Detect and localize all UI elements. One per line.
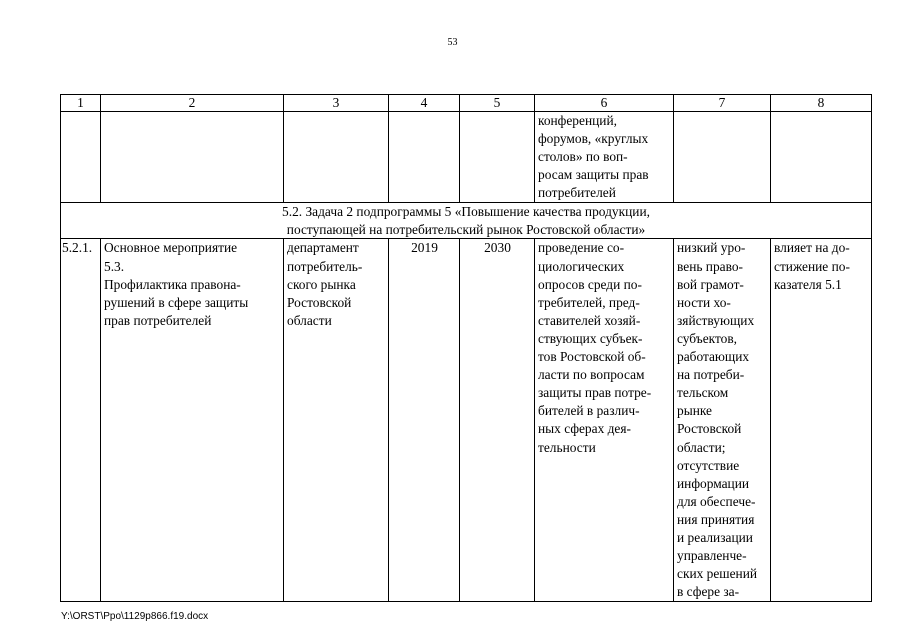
- cell-line: работающих: [677, 349, 750, 365]
- table-cell: [460, 112, 535, 203]
- column-number: 6: [535, 95, 674, 112]
- indicator-link-cell: [771, 239, 872, 602]
- cell-line: защиты прав потре-: [538, 385, 652, 401]
- page-number: 53: [447, 37, 458, 48]
- column-number: 4: [389, 95, 460, 112]
- cell-line: области;: [677, 439, 726, 455]
- cell-line: рушений в сфере защиты: [104, 294, 249, 310]
- cell-line: на потреби-: [677, 367, 745, 383]
- column-number: 2: [101, 95, 284, 112]
- table-cell: [284, 112, 389, 203]
- task-heading-line: 5.2. Задача 2 подпрограммы 5 «Повышение качества продукции,: [282, 204, 650, 220]
- cell-line: Ростовской: [287, 294, 352, 310]
- column-number: 1: [61, 95, 101, 112]
- cell-line: потребитель-: [287, 258, 363, 274]
- table-cell: [674, 112, 771, 203]
- cell-line: Основное мероприятие: [104, 240, 238, 256]
- consequences-cell: [674, 239, 771, 602]
- cell-line: ности хо-: [677, 294, 731, 310]
- cell-line: ния принятия: [677, 511, 755, 527]
- expected-results-cell: [535, 239, 674, 602]
- cell-line: прав потребителей: [104, 312, 212, 328]
- cell-line: ласти по вопросам: [538, 367, 645, 383]
- activity-row: [61, 239, 872, 602]
- activity-name-cell: [101, 239, 284, 602]
- file-path-footer: Y:\ORST\Ppo\1129p866.f19.docx: [61, 611, 209, 622]
- cell-line: Ростовской: [677, 421, 742, 437]
- cell-line: ских решений: [677, 566, 758, 582]
- cell-line: ствующих субъек-: [538, 330, 643, 346]
- cell-line: и реализации: [677, 529, 753, 545]
- cell-line: в сфере за-: [677, 584, 740, 600]
- task-heading-row: [61, 203, 872, 239]
- cell-line: влияет на до-: [774, 240, 850, 256]
- cell-line: потребителей: [538, 185, 616, 201]
- cell-line: вень право-: [677, 258, 743, 274]
- cell-line: тельности: [538, 439, 596, 455]
- table-cell: [61, 112, 101, 203]
- cell-line: бителей в различ-: [538, 403, 640, 419]
- program-table: [60, 94, 872, 602]
- cell-line: ского рынка: [287, 276, 356, 292]
- cell-line: рынке: [677, 403, 712, 419]
- column-number: 5: [460, 95, 535, 112]
- cell-line: Профилактика правона-: [104, 276, 241, 292]
- column-number: 7: [674, 95, 771, 112]
- cell-line: вой грамот-: [677, 276, 744, 292]
- cell-line: департамент: [287, 240, 359, 256]
- cell-line: ставителей хозяй-: [538, 312, 641, 328]
- continuation-row: [61, 112, 872, 203]
- task-heading-line: поступающей на потребительский рынок Ростовской области»: [286, 221, 646, 237]
- cell-line: опросов среди по-: [538, 276, 642, 292]
- column-number: 8: [771, 95, 872, 112]
- table-cell: [389, 112, 460, 203]
- cell-line: ных сферах дея-: [538, 421, 631, 437]
- cell-line: низкий уро-: [677, 240, 746, 256]
- cell-line: тов Ростовской об-: [538, 349, 646, 365]
- start-year: 2019: [389, 239, 460, 602]
- table-cell: [771, 112, 872, 203]
- cell-line: конференций,: [538, 113, 617, 128]
- cell-line: проведение со-: [538, 240, 625, 256]
- cell-line: форумов, «круглых: [538, 131, 649, 147]
- cell-line: требителей, пред-: [538, 294, 640, 310]
- cell-line: циологических: [538, 258, 625, 274]
- cell-line: отсутствие: [677, 457, 740, 473]
- cell-line: 5.3.: [104, 258, 125, 274]
- cell-line: зяйствующих: [677, 312, 755, 328]
- cell-line: для обеспече-: [677, 493, 756, 509]
- end-year: 2030: [460, 239, 535, 602]
- continuation-results-cell: [535, 112, 674, 203]
- column-number: 3: [284, 95, 389, 112]
- cell-line: области: [287, 312, 332, 328]
- cell-line: росам защиты прав: [538, 167, 649, 183]
- task-heading: [61, 203, 872, 239]
- column-number-row: [61, 95, 872, 112]
- cell-line: субъектов,: [677, 330, 738, 346]
- cell-line: управленче-: [677, 548, 747, 564]
- cell-line: тельском: [677, 385, 729, 401]
- cell-line: казателя 5.1: [774, 276, 842, 292]
- responsible-cell: [284, 239, 389, 602]
- table-cell: [101, 112, 284, 203]
- cell-line: столов» по воп-: [538, 149, 628, 165]
- activity-number: 5.2.1.: [61, 239, 101, 602]
- cell-line: стижение по-: [774, 258, 850, 274]
- cell-line: информации: [677, 475, 750, 491]
